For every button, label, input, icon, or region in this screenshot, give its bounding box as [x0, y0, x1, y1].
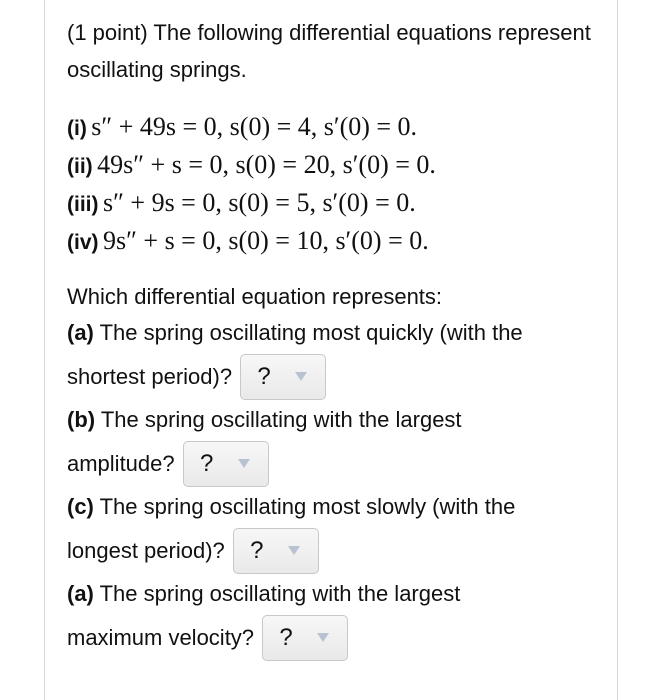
- dropdown-value: ?: [279, 623, 293, 651]
- question-text-cont: shortest period)?: [67, 363, 233, 389]
- equation-label: (iv): [67, 231, 99, 254]
- answer-dropdown-d[interactable]: [262, 615, 348, 661]
- chevron-down-icon: [317, 633, 329, 642]
- question-text: The spring oscillating with the largest: [99, 581, 461, 606]
- equation-math: s″ + 9s = 0, s(0) = 5, s′(0) = 0.: [102, 188, 416, 217]
- answer-dropdown-b[interactable]: [183, 441, 269, 487]
- equation-item: [67, 108, 607, 146]
- question-text: The spring oscillating with the largest: [100, 407, 462, 432]
- question-text: The spring oscillating most slowly (with the: [99, 494, 516, 519]
- question-text-cont: longest period)?: [67, 537, 225, 563]
- problem-intro: (1 point) The following differential equations represent oscillating springs.: [67, 20, 591, 82]
- question-b: [67, 402, 607, 489]
- chevron-down-icon: [295, 372, 307, 381]
- equation-math: 9s″ + s = 0, s(0) = 10, s′(0) = 0.: [102, 226, 429, 255]
- equation-label: (iii): [67, 193, 99, 216]
- chevron-down-icon: [238, 459, 250, 468]
- question-label: (b): [67, 407, 96, 432]
- equation-math: 49s″ + s = 0, s(0) = 20, s′(0) = 0.: [97, 150, 436, 179]
- equation-math: s″ + 49s = 0, s(0) = 4, s′(0) = 0.: [91, 112, 418, 141]
- problem-panel: [44, 0, 618, 700]
- question-c: [67, 489, 607, 576]
- question-text: The spring oscillating most quickly (with the: [99, 320, 523, 345]
- question-label: (a): [67, 320, 94, 345]
- question-lead: Which differential equation represents:: [67, 284, 443, 309]
- question-label: (c): [67, 494, 94, 519]
- question-text-cont: amplitude?: [67, 450, 175, 476]
- dropdown-value: ?: [199, 449, 214, 477]
- equation-label: (i): [67, 117, 87, 140]
- dropdown-value: ?: [250, 536, 264, 564]
- question-label: (a): [67, 581, 94, 606]
- equation-list: [67, 108, 607, 260]
- answer-dropdown-a[interactable]: [240, 354, 326, 400]
- answer-dropdown-c[interactable]: [233, 528, 319, 574]
- equation-item: [67, 222, 607, 260]
- question-list: [67, 279, 607, 663]
- equation-item: [67, 184, 607, 222]
- question-d: [67, 576, 607, 663]
- equation-item: [67, 146, 607, 184]
- equation-label: (ii): [67, 155, 93, 178]
- dropdown-value: ?: [257, 362, 271, 390]
- question-a: [67, 315, 607, 402]
- chevron-down-icon: [288, 546, 300, 555]
- question-text-cont: maximum velocity?: [67, 624, 255, 650]
